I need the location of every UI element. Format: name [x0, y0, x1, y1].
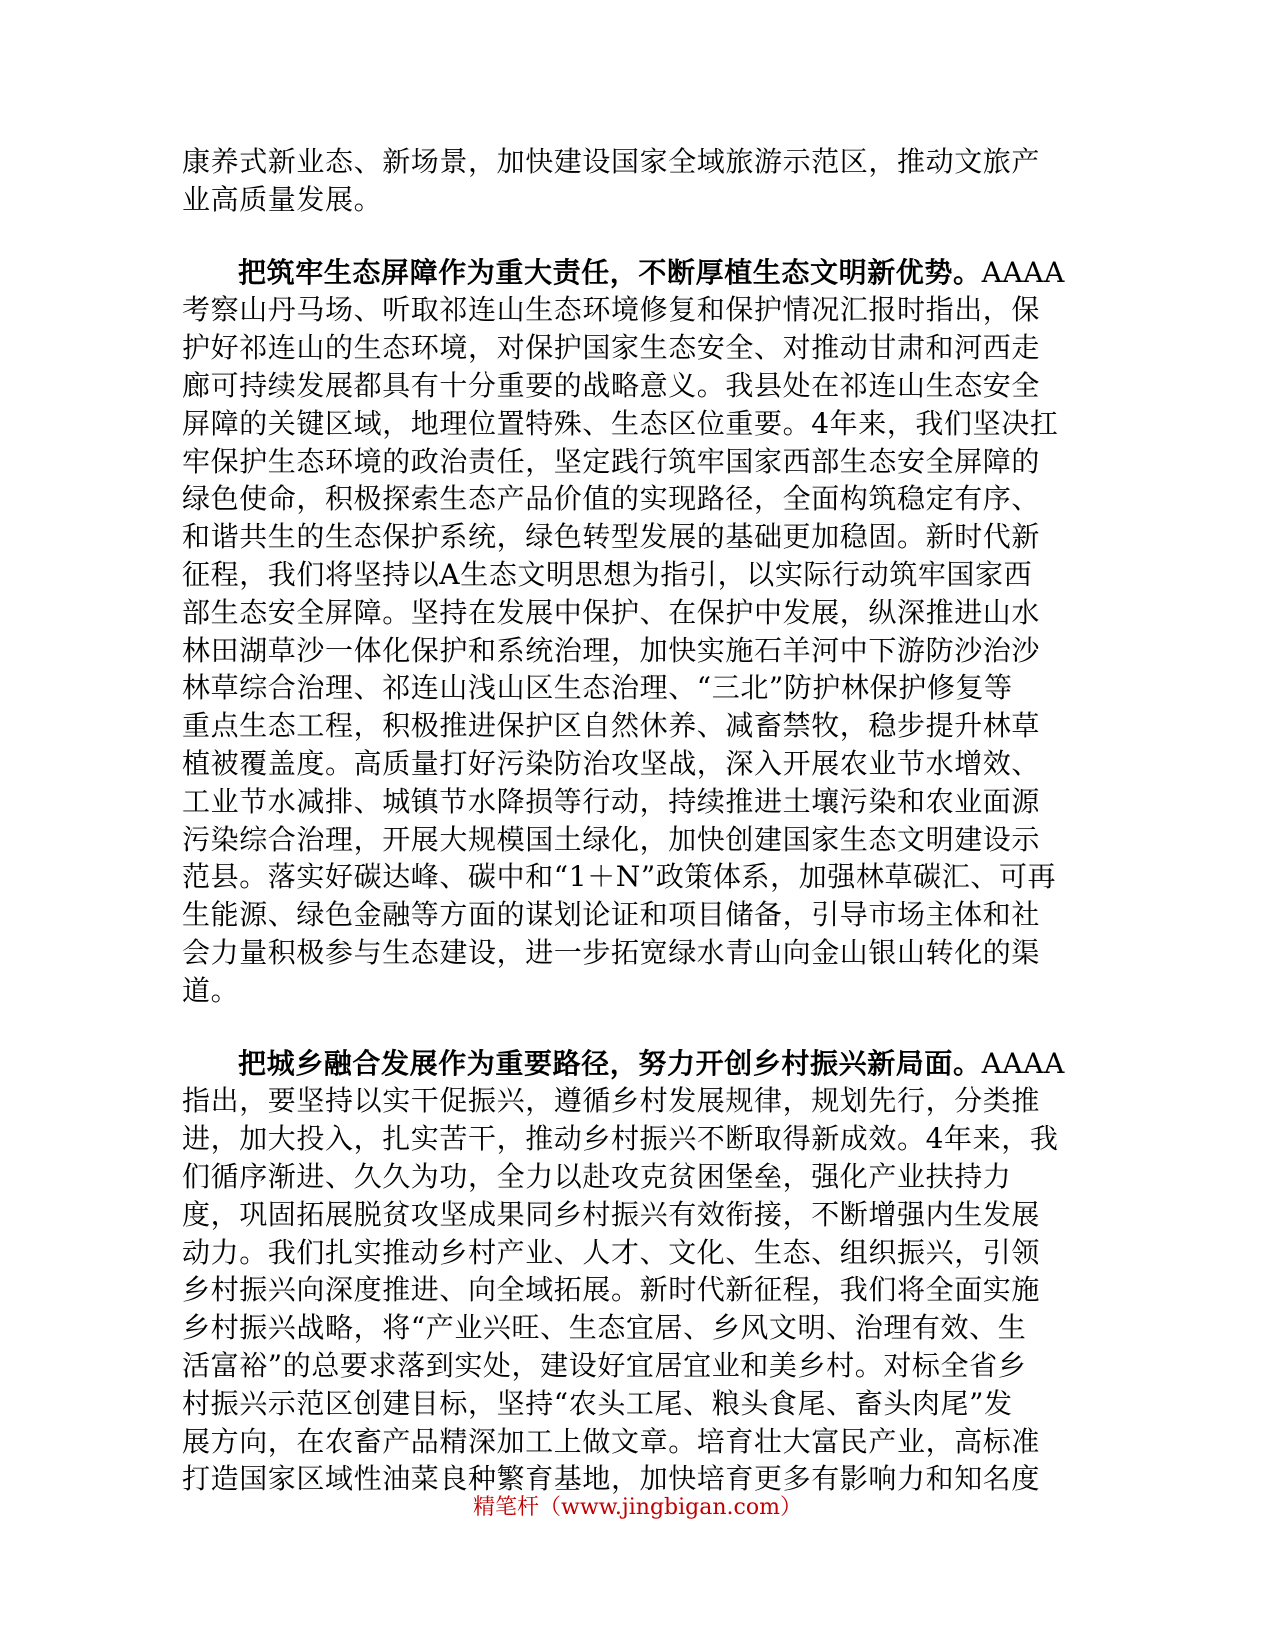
paragraph-2-line: 部生态安全屏障。坚持在发展中保护、在保护中发展，纵深推进山水 [182, 595, 1041, 629]
paragraph-3-line: 活富裕”的总要求落到实处，建设好宜居宜业和美乡村。对标全省乡 [182, 1348, 1027, 1382]
paragraph-1-line-1: 康养式新业态、新场景，加快建设国家全域旅游示范区，推动文旅产 [182, 145, 1041, 178]
paragraph-2-line: 工业节水减排、城镇节水降损等行动，持续推进土壤污染和农业面源 [182, 784, 1041, 818]
paragraph-3-line: 村振兴示范区创建目标，坚持“农头工尾、粮头食尾、畜头肉尾”发 [182, 1386, 1013, 1420]
paragraph-1-line-2: 业高质量发展。 [182, 182, 383, 216]
paragraph-3-line: 展方向，在农畜产品精深加工上做文章。培育壮大富民产业，高标准 [182, 1424, 1041, 1458]
paragraph-2-line: 范县。落实好碳达峰、碳中和“1＋N”政策体系，加强林草碳汇、可再 [182, 860, 1057, 894]
paragraph-2-first-line [182, 254, 1080, 292]
paragraph-2-line: 牢保护生态环境的政治责任，坚定践行筑牢国家西部生态安全屏障的 [182, 444, 1041, 478]
paragraph-2-line: 征程，我们将坚持以A生态文明思想为指引，以实际行动筑牢国家西 [182, 557, 1033, 591]
paragraph-3-line: 度，巩固拓展脱贫攻坚成果同乡村振兴有效衔接，不断增强内生发展 [182, 1197, 1041, 1231]
paragraph-3-line: 们循序渐进、久久为功，全力以赴攻克贫困堡垒，强化产业扶持力 [182, 1159, 1012, 1193]
paragraph-3-line: 进，加大投入，扎实苦干，推动乡村振兴不断取得新成效。4年来，我 [182, 1122, 1059, 1156]
paragraph-2-line: 植被覆盖度。高质量打好污染防治攻坚战，深入开展农业节水增效、 [182, 746, 1041, 780]
document-body [182, 143, 1080, 1498]
paragraph-3-first-line-rest: AAAA [981, 1046, 1065, 1080]
paragraph-3-line: 打造国家区域性油菜良种繁育基地，加快培育更多有影响力和知名度 [182, 1462, 1041, 1496]
paragraph-2-line: 生能源、绿色金融等方面的谋划论证和项目储备，引导市场主体和社 [182, 898, 1041, 932]
paragraph-3-line: 乡村振兴向深度推进、向全域拓展。新时代新征程，我们将全面实施 [182, 1273, 1041, 1307]
paragraph-2-line: 林田湖草沙一体化保护和系统治理，加快实施石羊河中下游防沙治沙 [182, 633, 1041, 667]
paragraph-2-line: 会力量积极参与生态建设，进一步拓宽绿水青山向金山银山转化的渠 [182, 935, 1041, 969]
paragraph-2-line: 屏障的关键区域，地理位置特殊、生态区位重要。4年来，我们坚决扛 [182, 406, 1059, 440]
paragraph-2-line: 绿色使命，积极探索生态产品价值的实现路径，全面构筑稳定有序、 [182, 482, 1041, 516]
paragraph-2-heading: 把筑牢生态屏障作为重大责任，不断厚植生态文明新优势。 [238, 255, 982, 289]
paragraph-3-line: 动力。我们扎实推动乡村产业、人才、文化、生态、组织振兴，引领 [182, 1235, 1041, 1269]
paragraph-3-line: 指出，要坚持以实干促振兴，遵循乡村发展规律，规划先行，分类推 [182, 1084, 1041, 1118]
paragraph-2-line: 廊可持续发展都具有十分重要的战略意义。我县处在祁连山生态安全 [182, 368, 1041, 402]
paragraph-3-line: 乡村振兴战略，将“产业兴旺、生态宜居、乡风文明、治理有效、生 [182, 1311, 1027, 1345]
footer-watermark-link[interactable]: 精笔杆（www.jingbigan.com） [473, 1495, 802, 1520]
paragraph-2-line: 和谐共生的生态保护系统，绿色转型发展的基础更加稳固。新时代新 [182, 520, 1041, 554]
paragraph-2-line: 护好祁连山的生态环境，对保护国家生态安全、对推动甘肃和河西走 [182, 331, 1041, 365]
paragraph-2-line: 重点生态工程，积极推进保护区自然休养、减畜禁牧，稳步提升林草 [182, 709, 1041, 743]
paragraph-2-line: 林草综合治理、祁连山浅山区生态治理、“三北”防护林保护修复等 [182, 671, 1013, 705]
paragraph-3 [182, 1045, 1080, 1499]
paragraph-2-first-line-rest: AAAA [981, 255, 1065, 289]
paragraph-3-heading: 把城乡融合发展作为重要路径，努力开创乡村振兴新局面。 [238, 1046, 982, 1080]
paragraph-2-line: 道。 [182, 973, 240, 1007]
paragraph-2-line: 考察山丹马场、听取祁连山生态环境修复和保护情况汇报时指出，保 [182, 293, 1041, 327]
paragraph-2-line: 污染综合治理，开展大规模国土绿化，加快创建国家生态文明建设示 [182, 822, 1041, 856]
paragraph-1 [182, 143, 1080, 219]
paragraph-3-first-line [182, 1045, 1080, 1083]
paragraph-2 [182, 254, 1080, 1010]
